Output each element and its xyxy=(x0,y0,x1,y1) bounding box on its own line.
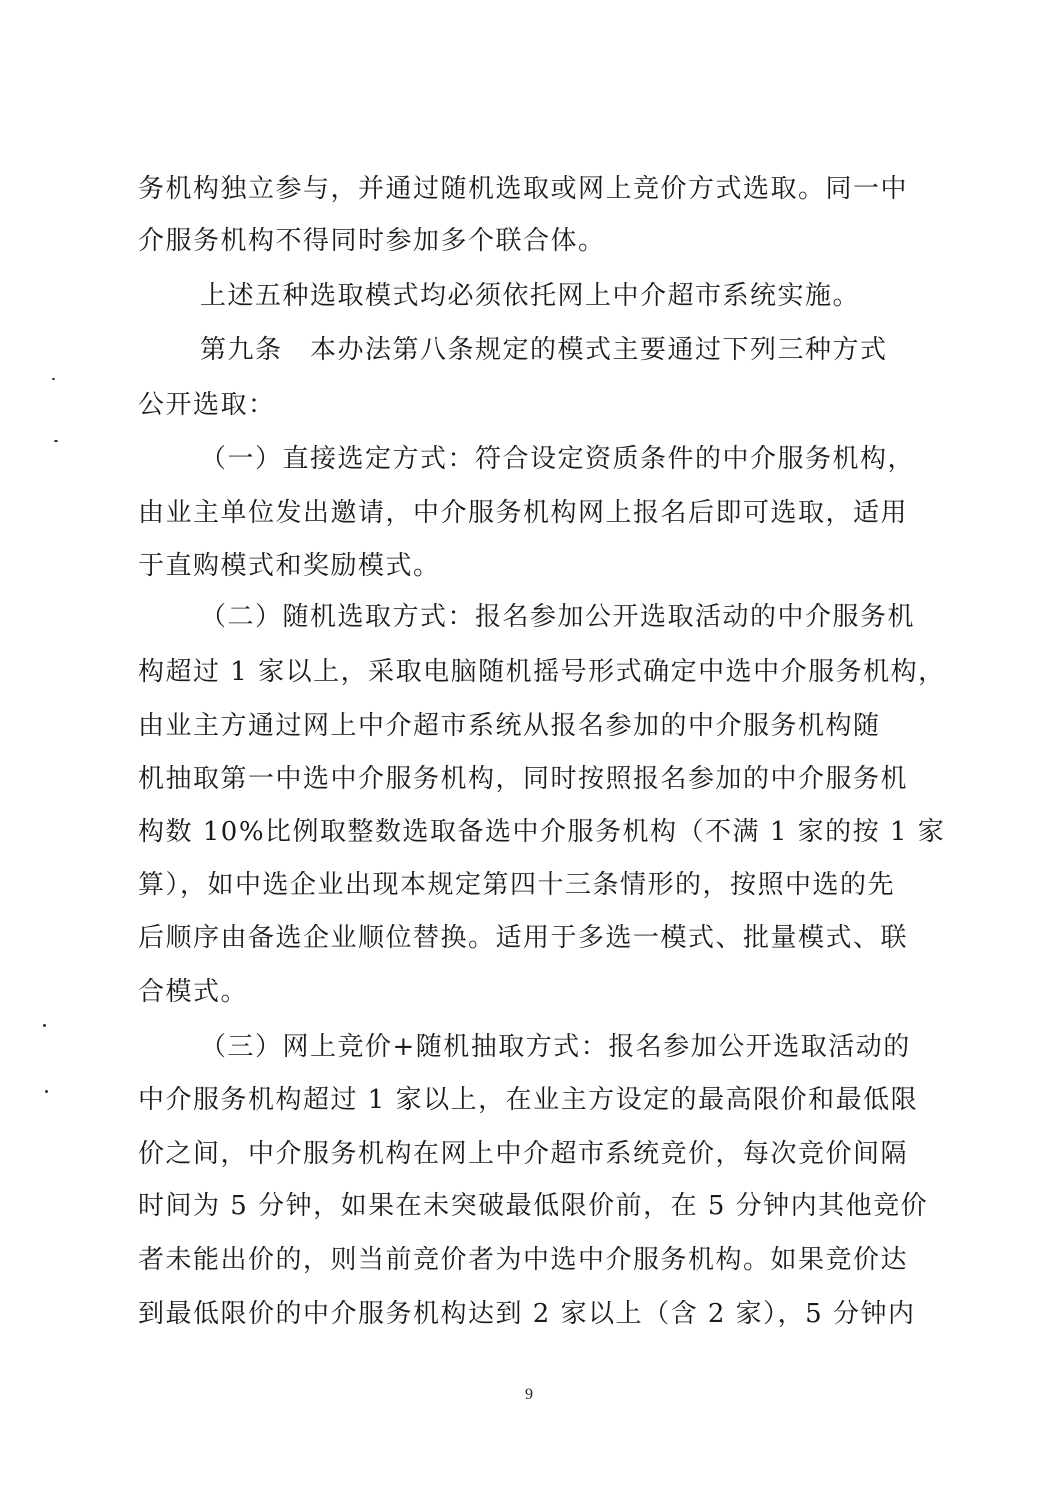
scan-speck xyxy=(52,378,55,380)
text-line: （一）直接选定方式：符合设定资质条件的中介服务机构， xyxy=(200,444,916,474)
text-line: 由业主方通过网上中介超市系统从报名参加的中介服务机构随 xyxy=(138,711,881,741)
text-line: 算），如中选企业出现本规定第四十三条情形的，按照中选的先 xyxy=(138,870,896,900)
text-line: 上述五种选取模式均必须依托网上中介超市系统实施。 xyxy=(200,281,861,311)
text-line: 构数 10%比例取整数选取备选中介服务机构（不满 1 家的按 1 家 xyxy=(138,817,946,847)
scan-speck xyxy=(54,440,58,442)
text-line: 后顺序由备选企业顺位替换。适用于多选一模式、批量模式、联 xyxy=(138,923,909,953)
text-line: 时间为 5 分钟，如果在未突破最低限价前，在 5 分钟内其他竞价 xyxy=(138,1191,929,1221)
article-heading-line: 第九条 本办法第八条规定的模式主要通过下列三种方式 xyxy=(200,335,888,365)
text-line: 由业主单位发出邀请，中介服务机构网上报名后即可选取，适用 xyxy=(138,498,909,528)
text-line: 合模式。 xyxy=(138,977,249,1007)
text-line: 者未能出价的，则当前竞价者为中选中介服务机构。如果竞价达 xyxy=(138,1245,909,1275)
text-line: 中介服务机构超过 1 家以上，在业主方设定的最高限价和最低限 xyxy=(138,1085,919,1115)
text-line: 构超过 1 家以上，采取电脑随机摇号形式确定中选中介服务机构， xyxy=(138,657,946,687)
text-line: 公开选取： xyxy=(138,390,276,420)
page-number: 9 xyxy=(525,1386,533,1403)
scan-speck xyxy=(43,1024,46,1027)
scan-speck xyxy=(45,1090,48,1093)
text-line: 务机构独立参与，并通过随机选取或网上竞价方式选取。同一中 xyxy=(138,174,909,204)
text-line: （三）网上竞价+随机抽取方式：报名参加公开选取活动的 xyxy=(200,1032,911,1062)
text-line: 价之间，中介服务机构在网上中介超市系统竞价，每次竞价间隔 xyxy=(138,1139,909,1169)
text-line: 于直购模式和奖励模式。 xyxy=(138,551,441,581)
text-line: 介服务机构不得同时参加多个联合体。 xyxy=(138,226,606,256)
text-line: （二）随机选取方式：报名参加公开选取活动的中介服务机 xyxy=(200,602,916,632)
text-line: 到最低限价的中介服务机构达到 2 家以上（含 2 家），5 分钟内 xyxy=(138,1299,916,1329)
text-line: 机抽取第一中选中介服务机构，同时按照报名参加的中介服务机 xyxy=(138,764,909,794)
